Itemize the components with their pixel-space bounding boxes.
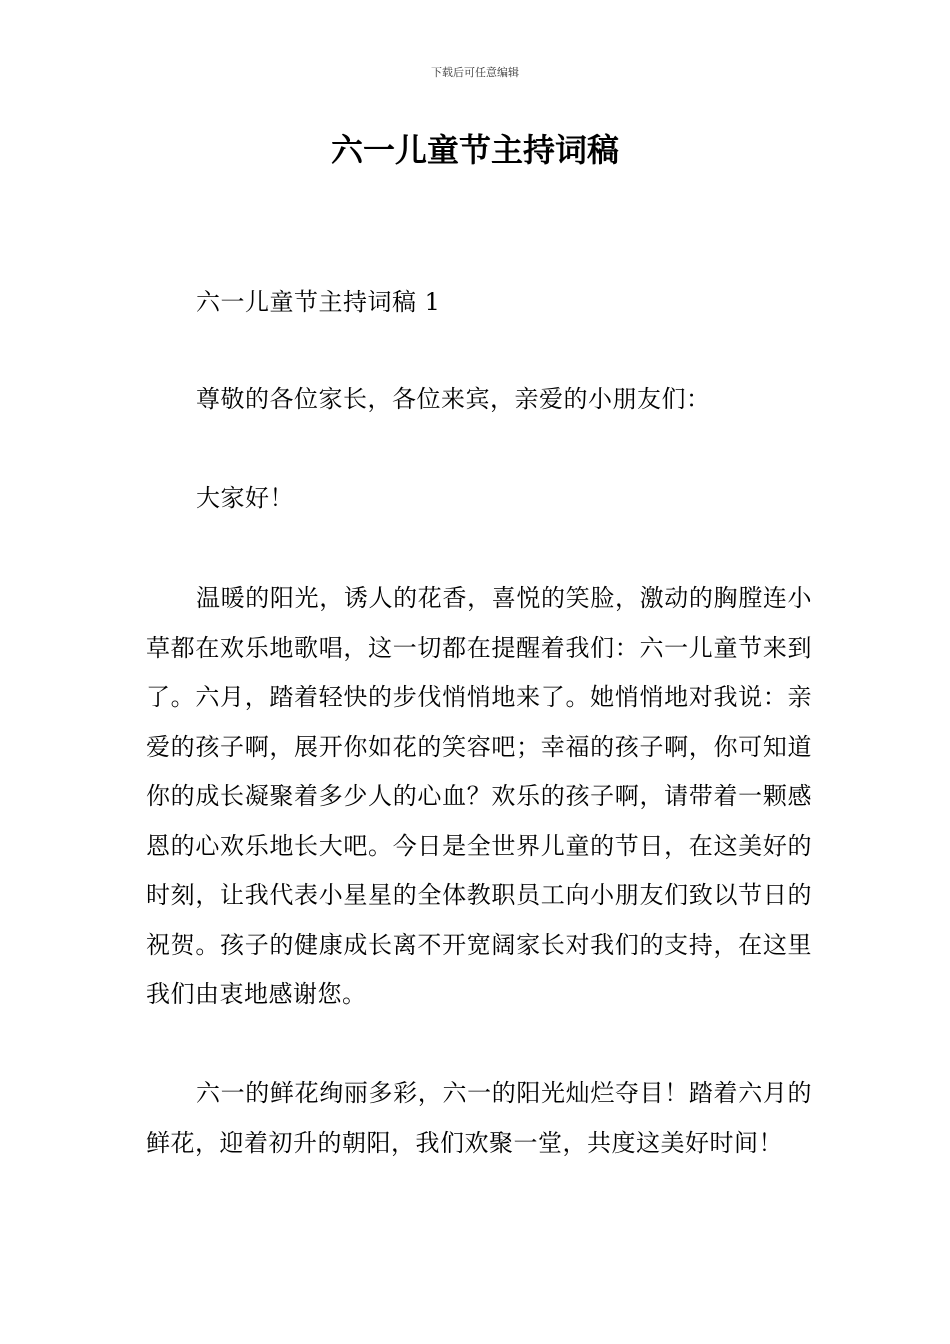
document-title: 六一儿童节主持词稿 <box>330 131 619 169</box>
section-heading: 六一儿童节主持词稿 1 <box>196 288 441 316</box>
body-paragraph-1: 温暖的阳光，诱人的花香，喜悦的笑脸，激动的胸膛连小草都在欢乐地歌唱，这一切都在提醒着我们：六一儿童节来到了。六月，踏着轻快的步伐悄悄地来了。她悄悄地对我说：亲爱的孩子啊，展开你如花的笑容吧；幸福的孩子啊，你可知道你的成长凝聚着多少人的心血？欢乐的孩子啊，请带着一颗感恩的心欢乐地长大吧。今日是全世界儿童的节日，在这美好的时刻，让我代表小星星的全体教职员工向小朋友们致以节日的祝贺。孩子的健康成长离不开宽阔家长对我们的支持，在这里我们由衷地感谢您。 <box>146 584 812 1008</box>
body-paragraph-2: 六一的鲜花绚丽多彩，六一的阳光灿烂夺目！踏着六月的鲜花，迎着初升的朝阳，我们欢聚一堂，共度这美好时间！ <box>146 1079 812 1157</box>
hello-paragraph: 大家好！ <box>196 484 294 512</box>
greeting-paragraph: 尊敬的各位家长，各位来宾，亲爱的小朋友们： <box>196 385 711 413</box>
header-note: 下载后可任意编辑 <box>431 66 519 79</box>
